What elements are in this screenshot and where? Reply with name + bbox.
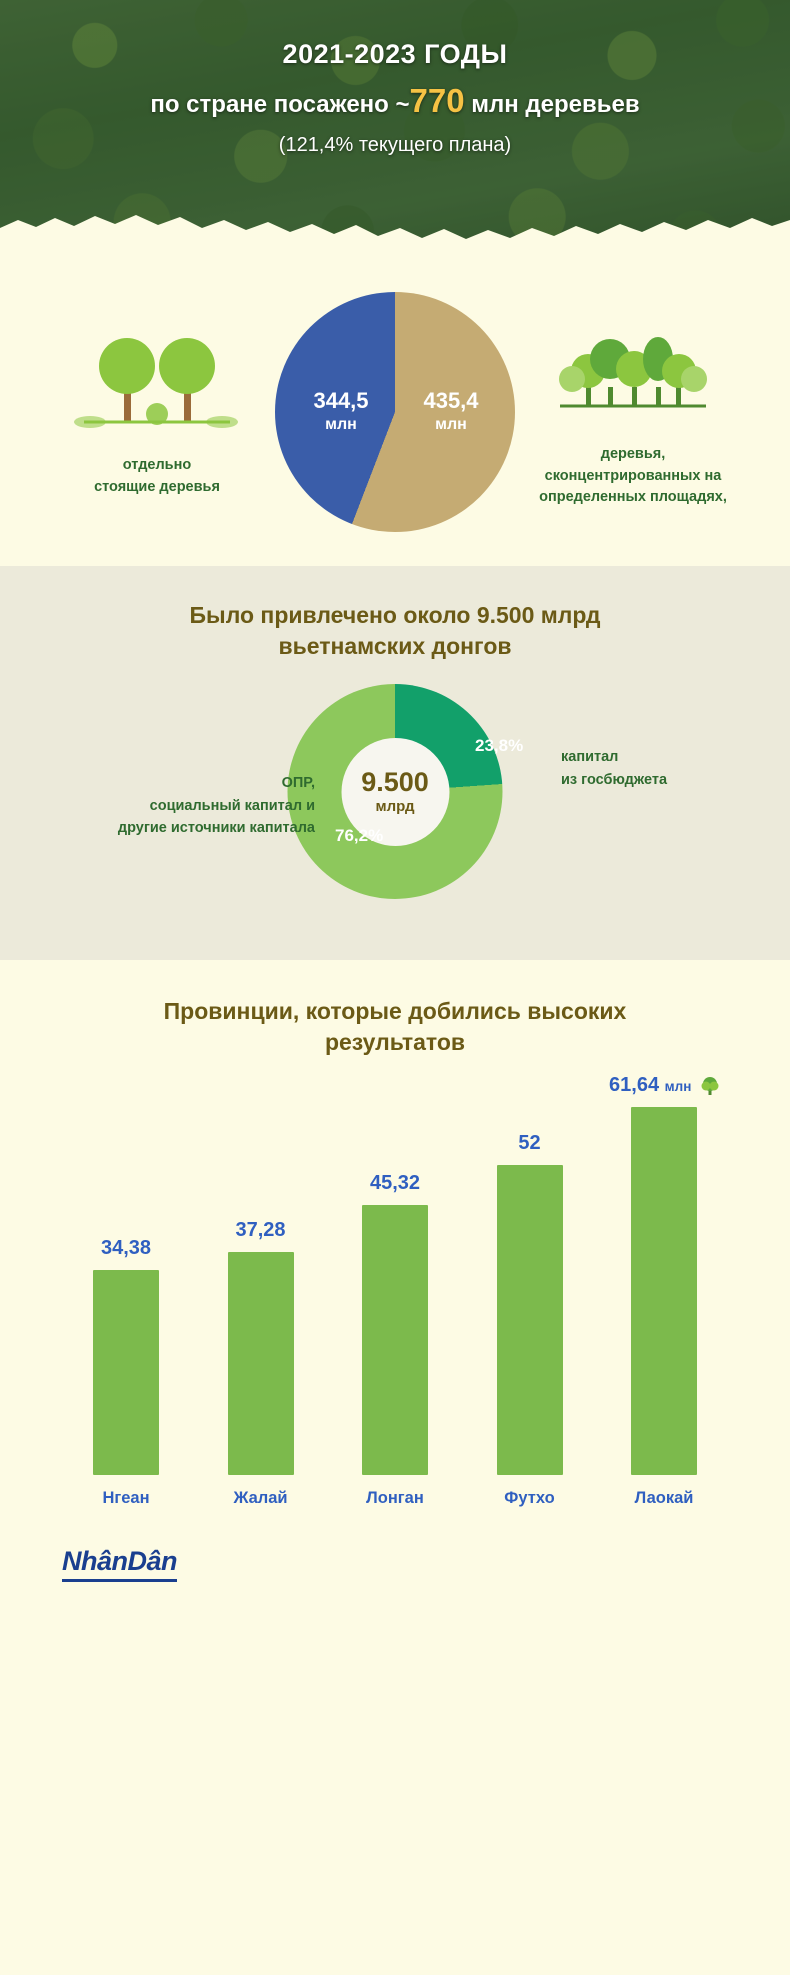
bar-4 — [631, 1107, 697, 1475]
bar-label-1: Жалай — [233, 1489, 288, 1508]
provinces-heading: Провинции, которые добились высоких результатов — [163, 998, 627, 1056]
pie-right-caption: деревья, сконцентрированных на определенных площадях, — [539, 445, 727, 506]
torn-paper-edge — [0, 194, 790, 252]
bar-value-4-unit: млн — [664, 1079, 692, 1095]
hero-banner — [0, 0, 790, 252]
section-funding — [0, 566, 790, 960]
footer — [0, 1528, 790, 1616]
forest-cluster-icon — [548, 315, 718, 425]
pie-left-caption: отдельно стоящие деревья — [94, 456, 220, 495]
pie-chart-trees — [275, 292, 515, 532]
bar-label-2: Лонган — [366, 1489, 424, 1508]
two-trees-icon — [72, 326, 242, 436]
pie-slice-label-standalone — [301, 387, 381, 435]
bar-value-4 — [609, 1074, 719, 1097]
funding-heading: Было привлечено около 9.500 млрд вьетнамских донгов — [189, 602, 601, 660]
bar-column — [205, 1219, 317, 1508]
bar-label-4: Лаокай — [634, 1489, 694, 1508]
pie-left-side — [47, 326, 267, 499]
bar-column — [608, 1074, 720, 1508]
pie-row — [0, 292, 790, 532]
nhan-dan-logo[interactable]: NhânDân — [62, 1546, 177, 1582]
bar-0 — [93, 1270, 159, 1475]
bar-3 — [497, 1165, 563, 1475]
bar-column — [339, 1172, 451, 1508]
bar-value-2: 45,32 — [369, 1172, 421, 1195]
section-tree-split — [0, 252, 790, 566]
donut-pct-other: 76,2% — [335, 826, 384, 846]
donut-pct-budget: 23,8% — [475, 736, 524, 756]
donut-label-other: ОПР, социальный капитал и другие источники капитала — [117, 775, 315, 837]
hero-subtitle-before: по стране посажено ~ — [150, 91, 410, 119]
bar-chart-provinces — [70, 1074, 720, 1508]
pie-right-side — [523, 315, 743, 509]
bar-value-3: 52 — [518, 1132, 541, 1155]
hero-subtitle — [0, 80, 790, 121]
donut-label-budget: капитал из госбюджета — [561, 749, 668, 788]
bar-column — [70, 1237, 182, 1508]
bar-1 — [228, 1252, 294, 1475]
pie-value-standalone: 344,5 млн — [313, 388, 369, 433]
hero-subtitle-highlight: 770 — [409, 82, 465, 120]
pie-value-concentrated: 435,4 млн — [423, 388, 479, 433]
bar-label-3: Футхо — [504, 1489, 555, 1508]
donut-chart-funding — [45, 684, 745, 914]
bar-value-0: 34,38 — [100, 1237, 152, 1260]
bar-2 — [362, 1205, 428, 1475]
bar-column — [474, 1132, 586, 1508]
hero-note: (121,4% текущего плана) — [278, 133, 512, 156]
donut-ring — [288, 684, 503, 899]
tree-icon — [701, 1076, 719, 1096]
hero-subtitle-after: млн деревьев — [464, 91, 640, 119]
page-title: 2021-2023 ГОДЫ — [282, 39, 508, 69]
pie-slice-label-concentrated — [411, 387, 491, 435]
section-provinces — [0, 960, 790, 1528]
donut-center-value: 9.500 — [361, 766, 429, 797]
bar-value-1: 37,28 — [235, 1219, 286, 1242]
donut-center-unit: млрд — [375, 798, 415, 816]
hero-text-block — [0, 0, 790, 157]
bar-value-4-number: 61,64 — [609, 1074, 660, 1097]
bar-label-0: Нгеан — [102, 1489, 150, 1508]
